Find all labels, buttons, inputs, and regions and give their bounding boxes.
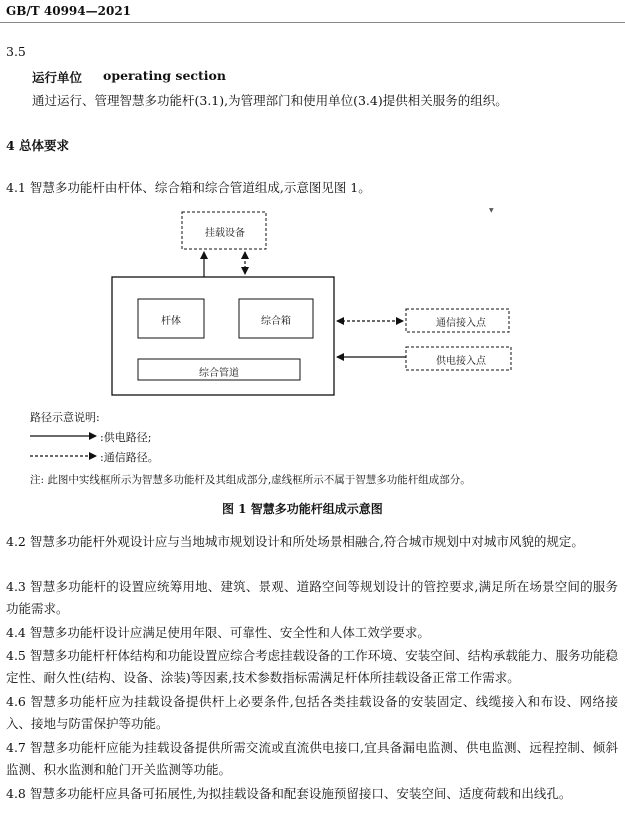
legend-comm-text: :通信路径。: [100, 451, 159, 464]
clause-4-7: 4.7 智慧多功能杆应能为挂载设备提供所需交流或直流供电接口,宜具备漏电监测、供电监测、远程控制、倾斜监测、积水监测和舱门开关监测等功能。: [6, 740, 618, 777]
term-definition: 通过运行、管理智慧多功能杆(3.1),为管理部门和使用单位(3.4)提供相关服务的组织。: [32, 93, 508, 108]
integrated-pipeline-label: 综合管道: [199, 368, 239, 379]
figure-note: 注: 此图中实线框所示为智慧多功能杆及其组成部分,虚线框所示不属于智慧多功能杆组成部分。: [30, 474, 471, 486]
stray-mark: ▼: [489, 207, 494, 214]
term-cn: 运行单位: [32, 70, 83, 85]
clause-4-3: 4.3 智慧多功能杆的设置应统筹用地、建筑、景观、道路空间等规划设计的管控要求,满足所在场景空间的服务功能需求。: [6, 579, 618, 616]
integrated-box-label: 综合箱: [261, 316, 291, 327]
standard-number: GB/T 40994—2021: [6, 4, 132, 18]
pole-body-label: 杆体: [161, 316, 181, 327]
power-access-label: 供电接入点: [436, 356, 486, 367]
legend-title: 路径示意说明:: [30, 411, 100, 424]
clause-4-2: 4.2 智慧多功能杆外观设计应与当地城市规划设计和所处场景相融合,符合城市规划中对城市风貌的规定。: [6, 534, 584, 549]
term-en: operating section: [103, 68, 226, 83]
clause-number-3-5: 3.5: [6, 44, 26, 59]
clause-4-6: 4.6 智慧多功能杆应为挂载设备提供杆上必要条件,包括各类挂载设备的安装固定、线缆接入和布设、网络接入、接地与防雷保护等功能。: [6, 694, 618, 731]
clause-4-8: 4.8 智慧多功能杆应具备可拓展性,为拟挂载设备和配套设施预留接口、安装空间、适度荷载和出线孔。: [6, 786, 572, 801]
legend-power-text: :供电路径;: [100, 431, 152, 444]
comm-access-label: 通信接入点: [436, 318, 486, 329]
clause-4-4: 4.4 智慧多功能杆设计应满足使用年限、可靠性、安全性和人体工效学要求。: [6, 625, 430, 640]
section-4-heading: 4 总体要求: [6, 138, 70, 153]
clause-4-1: 4.1 智慧多功能杆由杆体、综合箱和综合管道组成,示意图见图 1。: [6, 180, 371, 195]
figure-caption: 图 1 智慧多功能杆组成示意图: [222, 502, 383, 516]
clause-4-5: 4.5 智慧多功能杆杆体结构和功能设置应综合考虑挂载设备的工作环境、安装空间、结构承载能力、服务功能稳定性、耐久性(结构、设备、涂装)等因素,技术参数指标需满足杆体所挂载设备正常工作需求。: [6, 648, 618, 685]
mounted-equipment-label: 挂载设备: [205, 228, 245, 239]
